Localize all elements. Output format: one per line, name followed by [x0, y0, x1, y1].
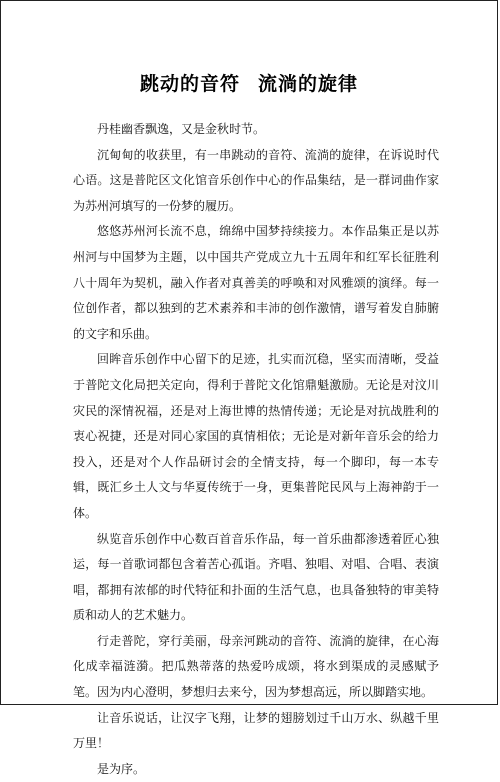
paragraph: 让音乐说话，让汉字飞翔，让梦的翅膀划过千山万水、纵越千里万里！: [73, 710, 439, 751]
paragraph: 沉甸甸的收获里，有一串跳动的音符、流淌的旋律，在诉说时代心语。这是普陀区文化馆音乐创作中心的作品集结，是一群词曲作家为苏州河填写的一份梦的履历。: [73, 147, 439, 213]
paragraph: 悠悠苏州河长流不息，绵绵中国梦持续接力。本作品集正是以苏州河与中国梦为主题，以中国共产党成立九十五周年和红军长征胜利八十周年为契机，融入作者对真善美的呼唤和对风雅颂的演绎。每一位创作者，都以独到的艺术素养和丰沛的创作激情，谱写着发自肺腑的文字和乐曲。: [73, 224, 439, 341]
paragraph: 丹桂幽香飘逸，又是金秋时节。: [97, 122, 266, 136]
title-left: 跳动的音符: [139, 73, 240, 95]
page-title: [1, 69, 497, 96]
paragraph: 行走普陀，穿行美丽，母亲河跳动的音符、流淌的旋律，在心海化成幸福涟漪。把瓜熟蒂落的热爱吟成颂，将水到渠成的灵感赋予笔。因为内心澄明，梦想归去来兮，因为梦想高远，所以脚踏实地。: [73, 633, 439, 700]
paragraph: 纵览音乐创作中心数百首音乐作品，每一首乐曲都渗透着匠心独运，每一首歌词都包含着苦心孤诣。齐唱、独唱、对唱、合唱、表演唱，都拥有浓郁的时代特征和扑面的生活气息，也具备独特的审美特质和动人的艺术魅力。: [73, 531, 439, 623]
paragraph: 回眸音乐创作中心留下的足迹，扎实而沉稳，坚实而清晰，受益于普陀文化局把关定向，得利于普陀文化馆鼎魁激励。无论是对汶川灾民的深情祝福，还是对上海世博的热情传递；无论是对抗战胜利的衷心祝捷，还是对同心家国的真情相依；无论是对新年音乐会的给力投入，还是对个人作品研讨会的全情支持，每一个脚印，每一本专辑，既汇乡土人文与华夏传统于一身，更集普陀民风与上海神韵于一体。: [73, 352, 439, 520]
paragraph: 是为序。: [97, 761, 146, 776]
title-right: 流淌的旋律: [258, 73, 359, 95]
preface-body: [73, 117, 439, 782]
